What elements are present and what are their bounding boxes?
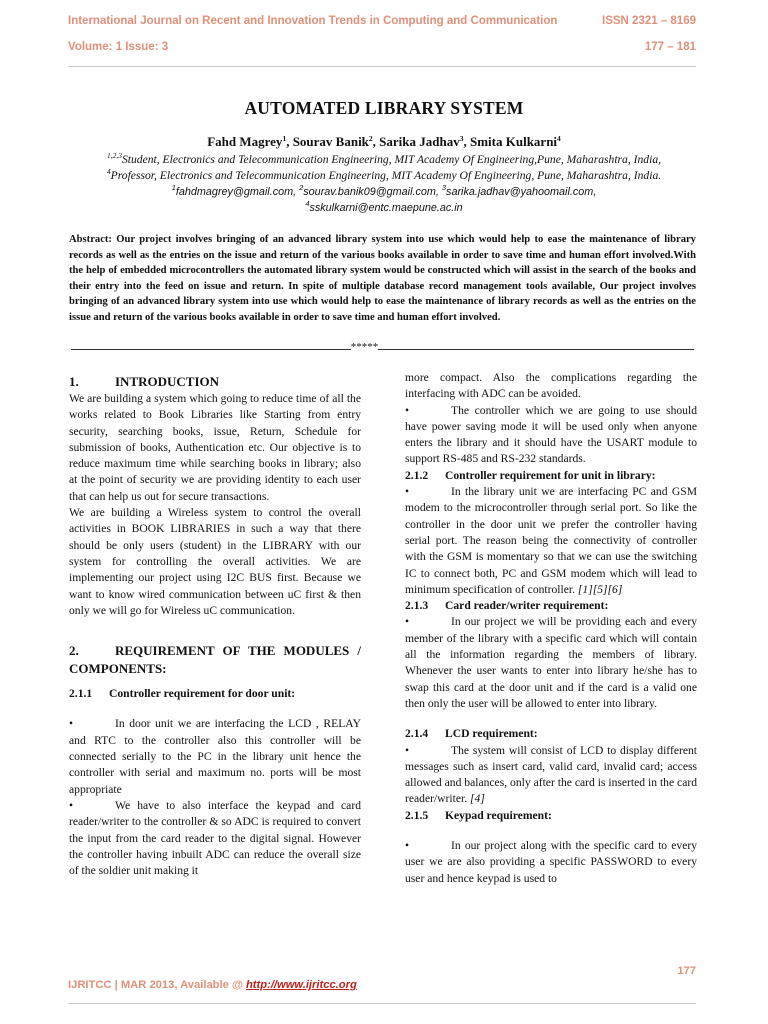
subsection-heading — [405, 468, 697, 484]
bullet-text: In our project along with the specific card to every user we are also providing a specific PASSWORD to every user and hence keypad is used to — [405, 839, 697, 885]
aff-text: Student, Electronics and Telecommunication Engineering, MIT Academy Of Engineering,Pune, Maharashtra, India, — [121, 153, 662, 166]
subsection-title: LCD requirement: — [445, 727, 538, 741]
email-link[interactable]: sskulkarni@entc.maepune.ac.in — [309, 202, 463, 214]
volume-issue: Volume: 1 Issue: 3 — [68, 41, 169, 53]
subsection-number: 2.1.4 — [405, 727, 429, 741]
subsection-title: Controller requirement for unit in library: — [445, 468, 656, 482]
bullet-icon: • — [405, 485, 410, 499]
bullet-item — [69, 716, 361, 797]
section-separator — [69, 341, 696, 353]
journal-header — [68, 15, 696, 27]
author-sup: 2 — [368, 134, 373, 143]
right-column — [405, 370, 697, 887]
section-heading — [69, 373, 361, 391]
separator-line — [378, 349, 694, 350]
bullet-text: The system will consist of LCD to display different messages such as insert card, valid card, invalid card; access allowed and balances, only after the card is inserted in the card reader/writer. — [405, 743, 697, 806]
subsection-number: 2.1.5 — [405, 808, 429, 822]
aff-text: Professor, Electronics and Telecommunication Engineering, MIT Academy Of Engineering, Pune, Maharashtra, India. — [110, 169, 662, 182]
paragraph: We are building a Wireless system to control the overall activities in BOOK LIBRARIES in such a way that there should be only users (student) in the LIBRARY with our system for controlling the overall activities. We are implementing our project using I2C BUS first. Because we want to know wired communication between uC first & then only we will go for Wireless uC communication. — [69, 506, 361, 617]
author-sup: 1 — [282, 134, 287, 143]
left-column — [69, 370, 361, 879]
subsection-number: 2.1.3 — [405, 599, 429, 613]
bullet-text: In our project we will be providing each and every member of the library with a specific card which will contain all the information regarding the members of library. Whenever the user wants to enter into library he/she has to swap this card at the door unit and if the card is a valid one then only the user will be allowed to enter into library. — [405, 615, 697, 710]
author-email-4 — [0, 199, 768, 214]
email-link[interactable]: sourav.banik09@gmail.com, — [303, 186, 442, 198]
journal-url-link[interactable]: http://www.ijritcc.org — [245, 979, 357, 991]
footer — [68, 979, 357, 991]
author-name: Fahd Magrey — [207, 134, 283, 149]
affiliation-students — [0, 153, 768, 166]
separator-line — [71, 349, 351, 350]
bullet-item — [405, 403, 697, 468]
email-sup: 1 — [171, 183, 176, 192]
bullet-icon: • — [69, 717, 74, 731]
bullet-item — [405, 743, 697, 808]
section-number: 2. — [69, 643, 79, 659]
authors — [0, 134, 768, 150]
aff-sup: 1,2,3 — [106, 151, 122, 160]
citation: [1][5][6] — [577, 582, 623, 596]
footer-label: IJRITCC | MAR 2013, Available @ — [68, 979, 246, 991]
spacer — [405, 712, 697, 726]
volume-header — [68, 41, 696, 53]
spacer — [405, 824, 697, 838]
section-title: INTRODUCTION — [115, 374, 220, 389]
bullet-item — [405, 838, 697, 887]
subsection-heading — [405, 726, 697, 742]
spacer — [69, 678, 361, 686]
email-sup: 3 — [441, 183, 447, 192]
bullet-text: We have to also interface the keypad and card reader/writer to the controller & so ADC is required to convert the input from the card reader to the digital signal. However the controller having inbuilt ADC can reduce the overall size of the soldier unit making it — [69, 798, 361, 878]
spacer — [69, 619, 361, 639]
footer-rule — [68, 1003, 696, 1004]
subsection-title: Card reader/writer requirement: — [445, 599, 609, 613]
aff-sup: 4 — [106, 167, 111, 176]
subsection-number: 2.1.2 — [405, 468, 429, 482]
bullet-icon: • — [69, 798, 74, 812]
page-range: 177 – 181 — [644, 41, 696, 53]
email-sup: 4 — [305, 199, 310, 208]
page-number: 177 — [677, 965, 696, 977]
journal-name: International Journal on Recent and Innovation Trends in Computing and Communication — [68, 15, 558, 27]
subsection-number: 2.1.1 — [69, 687, 93, 701]
separator-stars: ***** — [350, 341, 379, 353]
bullet-text: In the library unit we are interfacing PC and GSM modem to the microcontroller through serial port. So like the controller in the door unit we prefer the controller having serial port. The reason being the connectivity of controller with the GSM is momentary so that we can use the switching IC to connect both, PC and GSM modem which will lead to minimum specification of controller. — [405, 485, 697, 596]
author-name: Smita Kulkarni — [469, 134, 558, 149]
bullet-icon: • — [405, 743, 410, 757]
bullet-icon: • — [405, 615, 410, 629]
bullet-icon: • — [405, 403, 410, 417]
author-sup: 3 — [459, 134, 464, 143]
email-link[interactable]: sarika.jadhav@yahoomail.com, — [446, 186, 597, 198]
affiliation-professor — [0, 169, 768, 182]
bullet-item — [405, 614, 697, 712]
section-number: 1. — [69, 374, 79, 389]
bullet-item — [405, 484, 697, 598]
author-sep: , — [286, 134, 293, 149]
subsection-heading — [405, 598, 697, 614]
spacer — [69, 702, 361, 716]
email-sup: 2 — [299, 183, 304, 192]
author-emails — [0, 183, 768, 198]
paragraph: more compact. Also the complications regarding the interfacing with ADC can be avoided. — [405, 371, 697, 401]
issn: ISSN 2321 – 8169 — [602, 15, 696, 27]
bullet-text: In door unit we are interfacing the LCD , RELAY and RTC to the controller also this controller will be connected serially to the PC in the library unit hence the controller with serial and maximum no. ports will be most appropriate — [69, 717, 361, 796]
abstract-label: Abstract: — [69, 234, 112, 245]
subsection-heading — [69, 686, 361, 702]
bullet-icon: • — [405, 839, 410, 853]
paper-title: AUTOMATED LIBRARY SYSTEM — [244, 98, 524, 118]
author-name: Sarika Jadhav — [379, 134, 460, 149]
abstract-text: Our project involves bringing of an advanced library system into use which would help to ease the maintenance of library records as well as the entries on the issue and return of the various books available in order to save time and human effort involved.With the help of embedded microcontrollers the automated library system would be constructed which will assist in the search of the books and their entry into the feed on issue and return. In spite of multiple database record management tools available, Our project involves bringing of an advanced library system into use which would help to ease the maintenance of library records as well as the entries on the issue and return of the various books available in order to save time and human effort involved. — [69, 234, 696, 323]
abstract — [69, 232, 696, 325]
subsection-title: Keypad requirement: — [445, 808, 552, 822]
author-sep: , — [463, 134, 470, 149]
author-name: Sourav Banik — [292, 134, 369, 149]
email-link[interactable]: fahdmagrey@gmail.com, — [175, 186, 300, 198]
bullet-text: The controller which we are going to use should have power saving mode it will be used only when anyone enters the library and it should have the USART module to support RS-485 and RS-232 standards. — [405, 403, 697, 466]
author-sup: 4 — [557, 134, 561, 143]
header-rule — [68, 66, 696, 67]
subsection-heading — [405, 808, 697, 824]
section-heading — [69, 642, 361, 678]
section-title: REQUIREMENT OF THE MODULES / COMPONENTS: — [69, 643, 361, 677]
paragraph: We are building a system which going to reduce time of all the works related to Book Libraries like Starting from entry security, searching books, issue, Return, Schedule for submission of books, Authentication etc. Our objective is to reduce maximum time while searching books in library; also at the point of security we are providing identity to each user that can help us out for secure transactions. — [69, 392, 361, 503]
bullet-item — [69, 798, 361, 879]
subsection-title: Controller requirement for door unit: — [109, 687, 296, 701]
citation: [4] — [470, 792, 485, 806]
author-sep: , — [372, 134, 380, 149]
